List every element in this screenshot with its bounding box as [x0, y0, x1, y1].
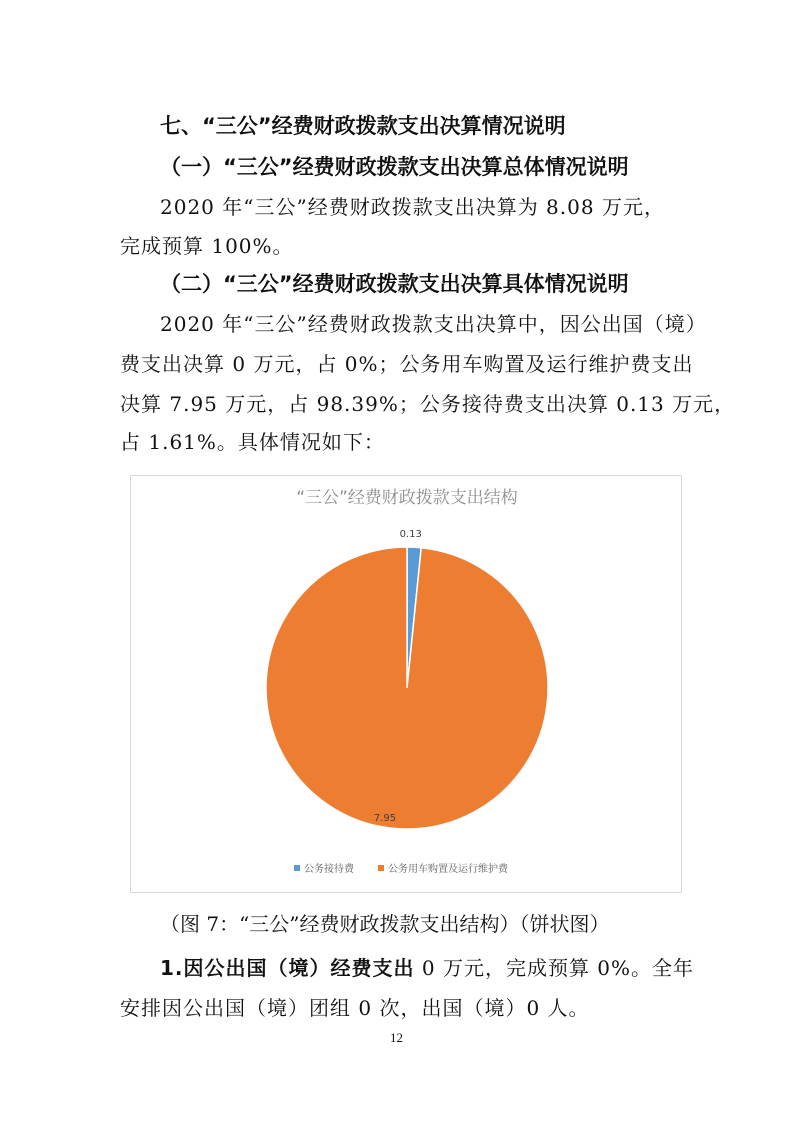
item1-line2: 安排因公出国（境）团组 0 次，出国（境）0 人。	[120, 996, 590, 1020]
paragraph1-line1: 2020 年“三公”经费财政拨款支出决算为 8.08 万元，	[160, 195, 665, 219]
pie-chart-svg	[131, 476, 683, 894]
paragraph2-line2: 费支出决算 0 万元，占 0%；公务用车购置及运行维护费支出	[120, 352, 694, 376]
item1-text: 0 万元，完成预算 0%。全年	[414, 956, 695, 980]
legend-label-2: 公务用车购置及运行维护费	[388, 864, 508, 875]
legend-swatch-2	[378, 865, 384, 871]
pie-chart	[130, 475, 682, 893]
subsection1-heading: （一）“三公”经费财政拨款支出决算总体情况说明	[160, 155, 629, 179]
legend-swatch-1	[294, 865, 300, 871]
legend-label-1: 公务接待费	[304, 864, 354, 875]
pie-data-label-1: 0.13	[399, 529, 422, 541]
paragraph2-line1: 2020 年“三公”经费财政拨款支出决算中，因公出国（境）	[160, 312, 707, 336]
page-number: 12	[390, 1030, 403, 1045]
figure-caption: （图 7：“三公”经费财政拨款支出结构）（饼状图）	[160, 912, 610, 936]
chart-title: “三公”经费财政拨款支出结构	[296, 488, 518, 508]
pie-data-label-2: 7.95	[373, 813, 397, 824]
section-main-heading: 七、“三公”经费财政拨款支出决算情况说明	[160, 114, 566, 138]
item1-bold-title: 1.因公出国（境）经费支出	[160, 956, 415, 980]
paragraph2-line4: 占 1.61%。具体情况如下：	[120, 430, 385, 454]
paragraph2-line3: 决算 7.95 万元，占 98.39%；公务接待费支出决算 0.13 万元，	[120, 392, 736, 416]
pie-slice-2	[266, 547, 548, 829]
subsection2-heading: （二）“三公”经费财政拨款支出决算具体情况说明	[160, 272, 629, 296]
paragraph1-line2: 完成预算 100%。	[120, 234, 294, 258]
item1-line1	[160, 952, 793, 981]
